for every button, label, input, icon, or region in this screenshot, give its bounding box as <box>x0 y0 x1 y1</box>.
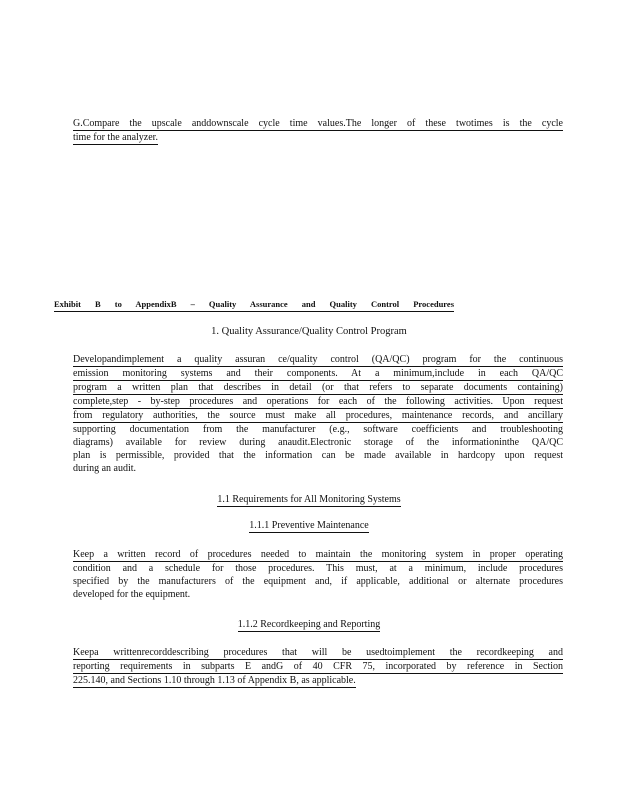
para1-line: plan is permissible, provided that the information can be made available in hardcopy upon request <box>73 450 563 461</box>
qa-qc-program-paragraph <box>73 353 563 475</box>
para2-line: condition and a schedule for those procedures. This must, at a minimum, include procedures <box>73 563 563 574</box>
section-1-1-heading <box>0 493 618 507</box>
para1-line: diagrams) available for review during anaudit.Electronic storage of the informationinthe QA/QC <box>73 437 563 448</box>
recordkeeping-paragraph <box>73 646 563 687</box>
para1-line: emission monitoring systems and their components. At a minimum,include in each QA/QC <box>73 368 563 379</box>
section-1-1-2-heading-text: 1.1.2 Recordkeeping and Reporting <box>237 619 381 630</box>
section-1-1-1-heading <box>0 519 618 533</box>
para1-line: program a written plan that describes in detail (or that refers to separate documents containing) <box>73 382 563 393</box>
program-heading-text: 1. Quality Assurance/Quality Control Program <box>211 326 407 337</box>
program-heading <box>0 325 618 338</box>
para1-line: during an audit. <box>73 463 137 474</box>
para2-line: developed for the equipment. <box>73 589 191 600</box>
para1-line: complete,step - by-step procedures and operations for each of the following activities. Upon request <box>73 396 563 407</box>
para1-line: supporting documentation from the manufacturer (e.g., software coefficients and troubleshooting <box>73 424 563 435</box>
para2-line: specified by the manufacturers of the equipment and, if applicable, additional or alternate procedures <box>73 576 563 587</box>
para3-line: 225.140, and Sections 1.10 through 1.13 of Appendix B, as applicable. <box>73 675 356 686</box>
section-1-1-2-heading <box>0 618 618 632</box>
section-1-1-heading-text: 1.1 Requirements for All Monitoring Systems <box>217 494 401 505</box>
exhibit-title-text: Exhibit B to AppendixB – Quality Assurance and Quality Control Procedures <box>54 298 454 312</box>
preventive-maintenance-paragraph <box>73 548 563 601</box>
item-g-line-1: G.Compare the upscale anddownscale cycle time values.The longer of these twotimes is the cycle <box>73 118 563 129</box>
item-g-paragraph <box>73 117 563 144</box>
para3-line: Keepa writtenrecorddescribing procedures that will be usedtoimplement the recordkeeping and <box>73 647 563 658</box>
para2-line: Keep a written record of procedures needed to maintain the monitoring system in proper operating <box>73 549 563 560</box>
para1-line: from regulatory authorities, the source must make all procedures, maintenance records, and ancillary <box>73 410 563 421</box>
para3-line: reporting requirements in subparts E andG of 40 CFR 75, incorporated by reference in Section <box>73 661 563 672</box>
section-1-1-1-heading-text: 1.1.1 Preventive Maintenance <box>249 520 369 531</box>
para1-line: Developandimplement a quality assuran ce/quality control (QA/QC) program for the continuous <box>73 354 563 365</box>
item-g-line-2: time for the analyzer. <box>73 132 158 143</box>
exhibit-title <box>54 298 454 312</box>
